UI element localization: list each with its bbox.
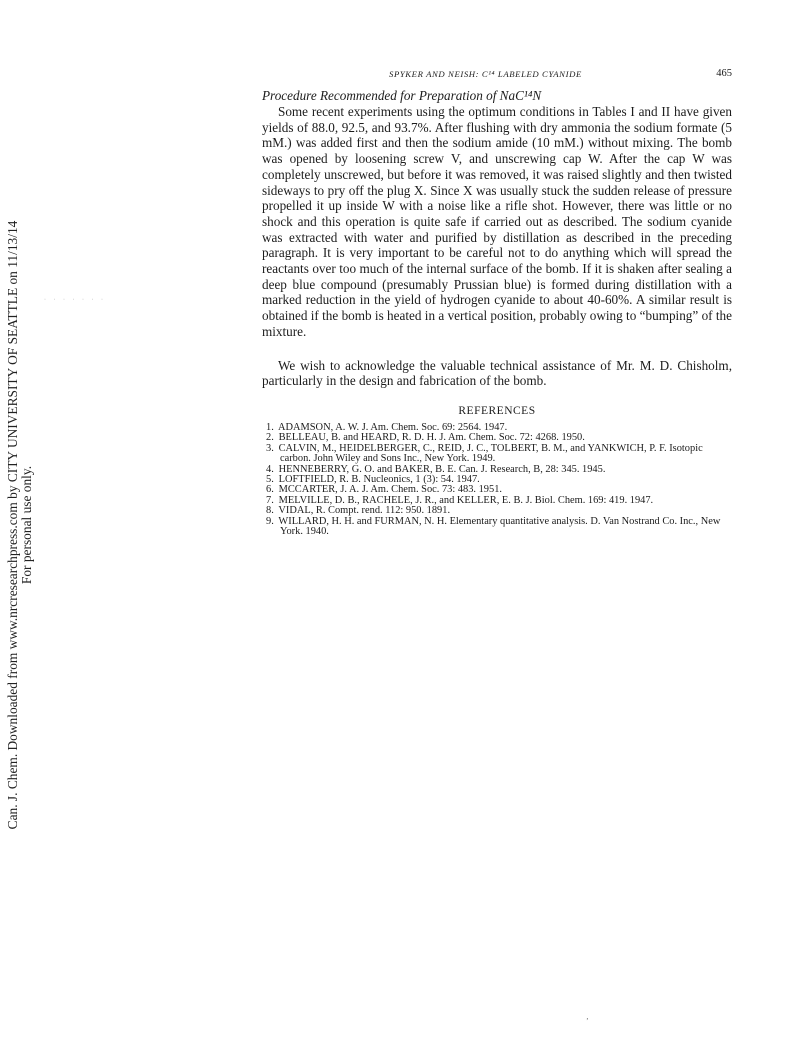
reference-number: 1. bbox=[266, 421, 274, 433]
reference-text: CALVIN, M., HEIDELBERGER, C., REID, J. C., TOLBERT, B. M., and YANKWICH, P. F. Isotopic carbon. John Wiley and Sons Inc., New York. 1949. bbox=[278, 442, 703, 465]
procedure-paragraph: Some recent experiments using the optimum conditions in Tables I and II have given yields of 88.0, 92.5, and 93.7%. After flushing with dry ammonia the sodium formate (5 mM.) was added first and then the sodium amide (10 mM.) without mixing. The bomb was opened by loosening screw V, and unscrewing cap W. After the cap W was completely unscrewed, but before it was removed, it was raised slightly and then twisted sideways to pry off the plug X. Since X was usually stuck the sudden release of pressure propelled it up inside W with a noise like a rifle shot. However, there was little or no shock and this operation is quite safe if carried out as described. The sodium cyanide was extracted with water and purified by distillation as described in the preceding paragraph. It is very important to be careful not to do anything which will spread the reactants over too much of the internal surface of the bomb. If it is shaken after sealing a deep blue compound (presumably Prussian blue) is formed during distillation with a marked reduction in the yield of hydrogen cyanide to about 40-60%. A similar result is obtained if the bomb is heated in a vertical position, probably owing to “bumping” of the mixture. bbox=[262, 104, 732, 339]
reference-item bbox=[262, 517, 732, 538]
download-notice-text bbox=[6, 221, 34, 830]
reference-text: VIDAL, R. Compt. rend. 112: 950. 1891. bbox=[278, 505, 451, 517]
references-list bbox=[262, 423, 732, 537]
scan-artifact: · · · · · · · bbox=[44, 297, 106, 303]
reference-number: 5. bbox=[266, 473, 274, 485]
reference-item bbox=[262, 444, 732, 465]
reference-text: BELLEAU, B. and HEARD, R. D. H. J. Am. Chem. Soc. 72: 4268. 1950. bbox=[278, 432, 585, 444]
download-notice-line-1: Can. J. Chem. Downloaded from www.nrcresearchpress.com by CITY UNIVERSITY OF SEATTLE on 11/13/14 bbox=[5, 220, 20, 830]
reference-number: 4. bbox=[266, 463, 274, 475]
references-heading: REFERENCES bbox=[458, 404, 536, 417]
reference-number: 3. bbox=[266, 442, 274, 454]
download-notice-line-2: For personal use only. bbox=[19, 465, 34, 585]
reference-number: 2. bbox=[266, 432, 274, 444]
page-number: 465 bbox=[716, 68, 732, 79]
reference-text: WILLARD, H. H. and FURMAN, N. H. Elementary quantitative analysis. D. Van Nostrand Co. Inc., New York. 1940. bbox=[278, 515, 721, 538]
acknowledgement-paragraph: We wish to acknowledge the valuable technical assistance of Mr. M. D. Chisholm, particularly in the design and fabrication of the bomb. bbox=[262, 357, 732, 389]
reference-number: 9. bbox=[266, 515, 274, 527]
reference-text: ADAMSON, A. W. J. Am. Chem. Soc. 69: 2564. 1947. bbox=[278, 421, 508, 433]
reference-text: HENNEBERRY, G. O. and BAKER, B. E. Can. J. Research, B, 28: 345. 1945. bbox=[278, 463, 606, 475]
scan-mark: ‚ bbox=[586, 1012, 589, 1021]
reference-number: 6. bbox=[266, 484, 274, 496]
reference-text: LOFTFIELD, R. B. Nucleonics, 1 (3): 54. 1947. bbox=[278, 473, 480, 485]
download-notice bbox=[0, 0, 40, 1052]
reference-text: MCCARTER, J. A. J. Am. Chem. Soc. 73: 483. 1951. bbox=[278, 484, 502, 496]
reference-number: 8. bbox=[266, 505, 274, 517]
running-title: SPYKER AND NEISH: C¹⁴ LABELED CYANIDE bbox=[389, 69, 582, 79]
page-header bbox=[262, 69, 732, 83]
reference-text: MELVILLE, D. B., RACHELE, J. R., and KELLER, E. B. J. Biol. Chem. 169: 419. 1947. bbox=[278, 494, 654, 506]
reference-number: 7. bbox=[266, 494, 274, 506]
section-heading: Procedure Recommended for Preparation of NaC¹⁴N bbox=[262, 88, 542, 103]
article-body bbox=[262, 87, 732, 537]
